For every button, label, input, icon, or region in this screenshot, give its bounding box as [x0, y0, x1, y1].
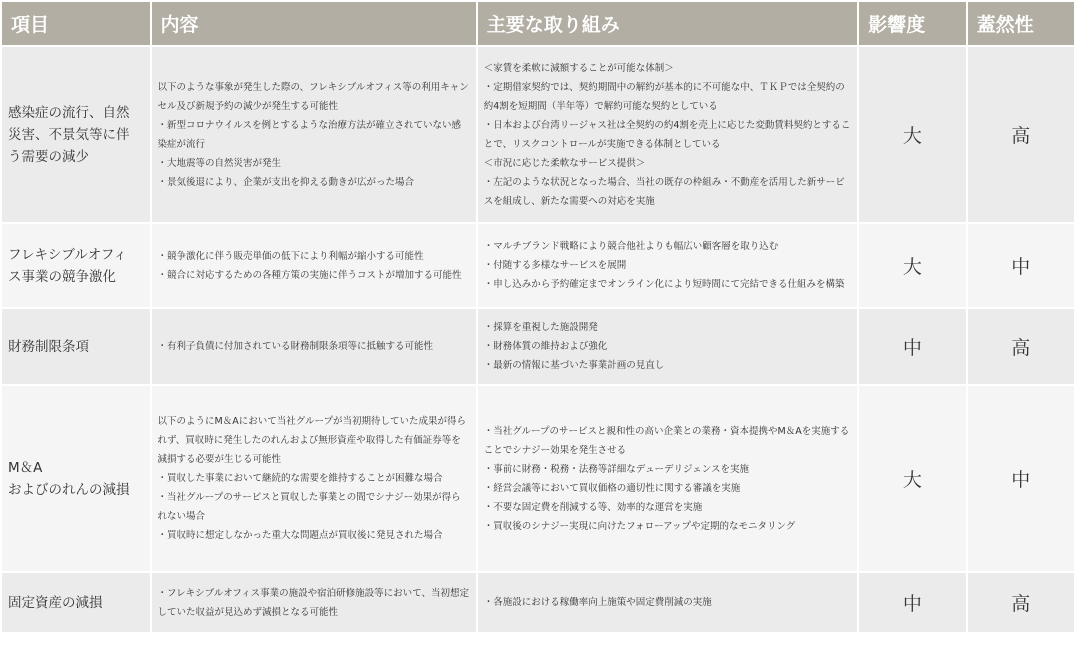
content-line: ・当社グループのサービスと買収した事業との間でシナジー効果が得られない場合 [157, 492, 461, 522]
risk-content [152, 386, 476, 571]
content-line: 以下のような事象が発生した際の、フレキシブルオフィス等の利用キャンセル及び新規予約の減少が発生する可能性 [157, 81, 469, 112]
probability-value: 高 [968, 309, 1074, 384]
risk-content [152, 573, 476, 632]
action-line: ・経営会議等において買収価格の適切性に関する審議を実施 [483, 482, 741, 494]
action-line: ・各施設における稼働率向上施策や固定費削減の実施 [483, 597, 712, 608]
content-line: ・競争激化に伴う販売単価の低下により利幅が縮小する可能性 [157, 250, 424, 262]
action-line: ・採算を重視した施設開発 [483, 322, 598, 333]
risk-item [2, 309, 150, 384]
content-line: ・景気後退により、企業が支出を抑える動きが広がった場合 [157, 176, 415, 188]
item-line: およびのれんの減損 [8, 481, 130, 498]
action-line: ・申し込みから予約確定までオンライン化により短時間にて完結できる仕組みを構築 [483, 279, 845, 290]
probability-value: 中 [968, 386, 1074, 571]
item-line: 災害、不景気等に伴 [8, 126, 130, 143]
impact-value: 大 [859, 224, 965, 307]
risk-action [478, 386, 857, 571]
header-impact: 影響度 [859, 2, 965, 45]
action-line: ・マルチブランド戦略により競合他社よりも幅広い顧客層を取り込む [483, 241, 779, 252]
action-line: ・付随する多様なサービスを展開 [483, 260, 627, 271]
item-line: 財務制限条項 [8, 338, 89, 355]
action-line: ・当社グループのサービスと親和性の高い企業との業務・資本提携やM＆Aを実施することでシナジー効果を発生させる [483, 425, 850, 456]
risk-action [478, 309, 857, 384]
risk-action [478, 47, 857, 222]
header-probability: 蓋然性 [968, 2, 1074, 45]
table-row [2, 224, 1074, 307]
action-line: ・財務体質の維持および強化 [483, 341, 608, 352]
risk-content [152, 47, 476, 222]
risk-item [2, 224, 150, 307]
item-line: M＆A [8, 459, 43, 476]
action-line: ・買収後のシナジー実現に向けたフォローアップや定期的なモニタリング [483, 520, 796, 532]
content-line: ・フレキシブルオフィス事業の施設や宿泊研修施設等において、当初想定していた収益が見込めず減損となる可能性 [157, 587, 469, 618]
risk-action [478, 224, 857, 307]
impact-value: 中 [859, 309, 965, 384]
probability-value: 高 [968, 573, 1074, 632]
impact-value: 大 [859, 386, 965, 571]
table-row [2, 47, 1074, 222]
content-line: ・新型コロナウイルスを例とするような治療方法が確立されていない感染症が流行 [157, 119, 461, 150]
content-line: ・大地震等の自然災害が発生 [157, 157, 282, 169]
action-line: ・不要な固定費を削減する等、効率的な運営を実施 [483, 501, 703, 513]
risk-item [2, 47, 150, 222]
action-line: ・定期借家契約では、契約期間中の解約が基本的に不可能な中、ＴＫＰでは全契約の約4割を短期間（半年等）で解約可能な契約としている [483, 81, 845, 112]
content-line: ・競合に対応するための各種方策の実施に伴うコストが増加する可能性 [157, 269, 462, 281]
item-line: ス事業の競争激化 [8, 268, 116, 285]
action-line: ・事前に財務・税務・法務等詳細なデューデリジェンスを実施 [483, 463, 750, 475]
action-line: ・左記のような状況となった場合、当社の既存の枠組み・不動産を活用した新サービスを組成し、新たな需要への対応を実施 [483, 176, 845, 207]
item-line: 感染症の流行、自然 [8, 104, 130, 121]
probability-value: 中 [968, 224, 1074, 307]
action-line: ・最新の情報に基づいた事業計画の見直し [483, 360, 665, 371]
header-action: 主要な取り組み [478, 2, 857, 45]
header-row [2, 2, 1074, 45]
table-row [2, 309, 1074, 384]
item-line: 固定資産の減損 [8, 594, 103, 611]
content-line: ・買収時に想定しなかった重大な問題点が買収後に発見された場合 [157, 530, 443, 541]
action-line: ＜市況に応じた柔軟なサービス提供＞ [483, 157, 646, 169]
content-line: ・買収した事業において継続的な需要を維持することが困難な場合 [157, 473, 443, 484]
table-row [2, 386, 1074, 571]
action-line: ・日本および台湾リージャス社は全契約の約4割を売上に応じた変動賃料契約とすることで、リスクコントロールが実施できる体制としている [483, 119, 851, 150]
risk-action [478, 573, 857, 632]
risk-content [152, 224, 476, 307]
risk-item [2, 386, 150, 571]
table-row [2, 573, 1074, 632]
header-content: 内容 [152, 2, 476, 45]
risk-item [2, 573, 150, 632]
impact-value: 中 [859, 573, 965, 632]
content-line: 以下のようにM＆Aにおいて当社グループが当初期待していた成果が得られず、買収時に発生したのれんおよび無形資産や取得した有価証券等を減損する必要が生じる可能性 [157, 416, 466, 465]
item-line: う需要の減少 [8, 148, 89, 165]
impact-value: 大 [859, 47, 965, 222]
risk-content [152, 309, 476, 384]
item-line: フレキシブルオフィ [8, 246, 127, 263]
probability-value: 高 [968, 47, 1074, 222]
content-line: ・有利子負債に付加されている財務制限条項等に抵触する可能性 [157, 341, 434, 352]
action-line: ＜家賃を柔軟に減額することが可能な体制＞ [483, 62, 674, 74]
header-item: 項目 [2, 2, 150, 45]
